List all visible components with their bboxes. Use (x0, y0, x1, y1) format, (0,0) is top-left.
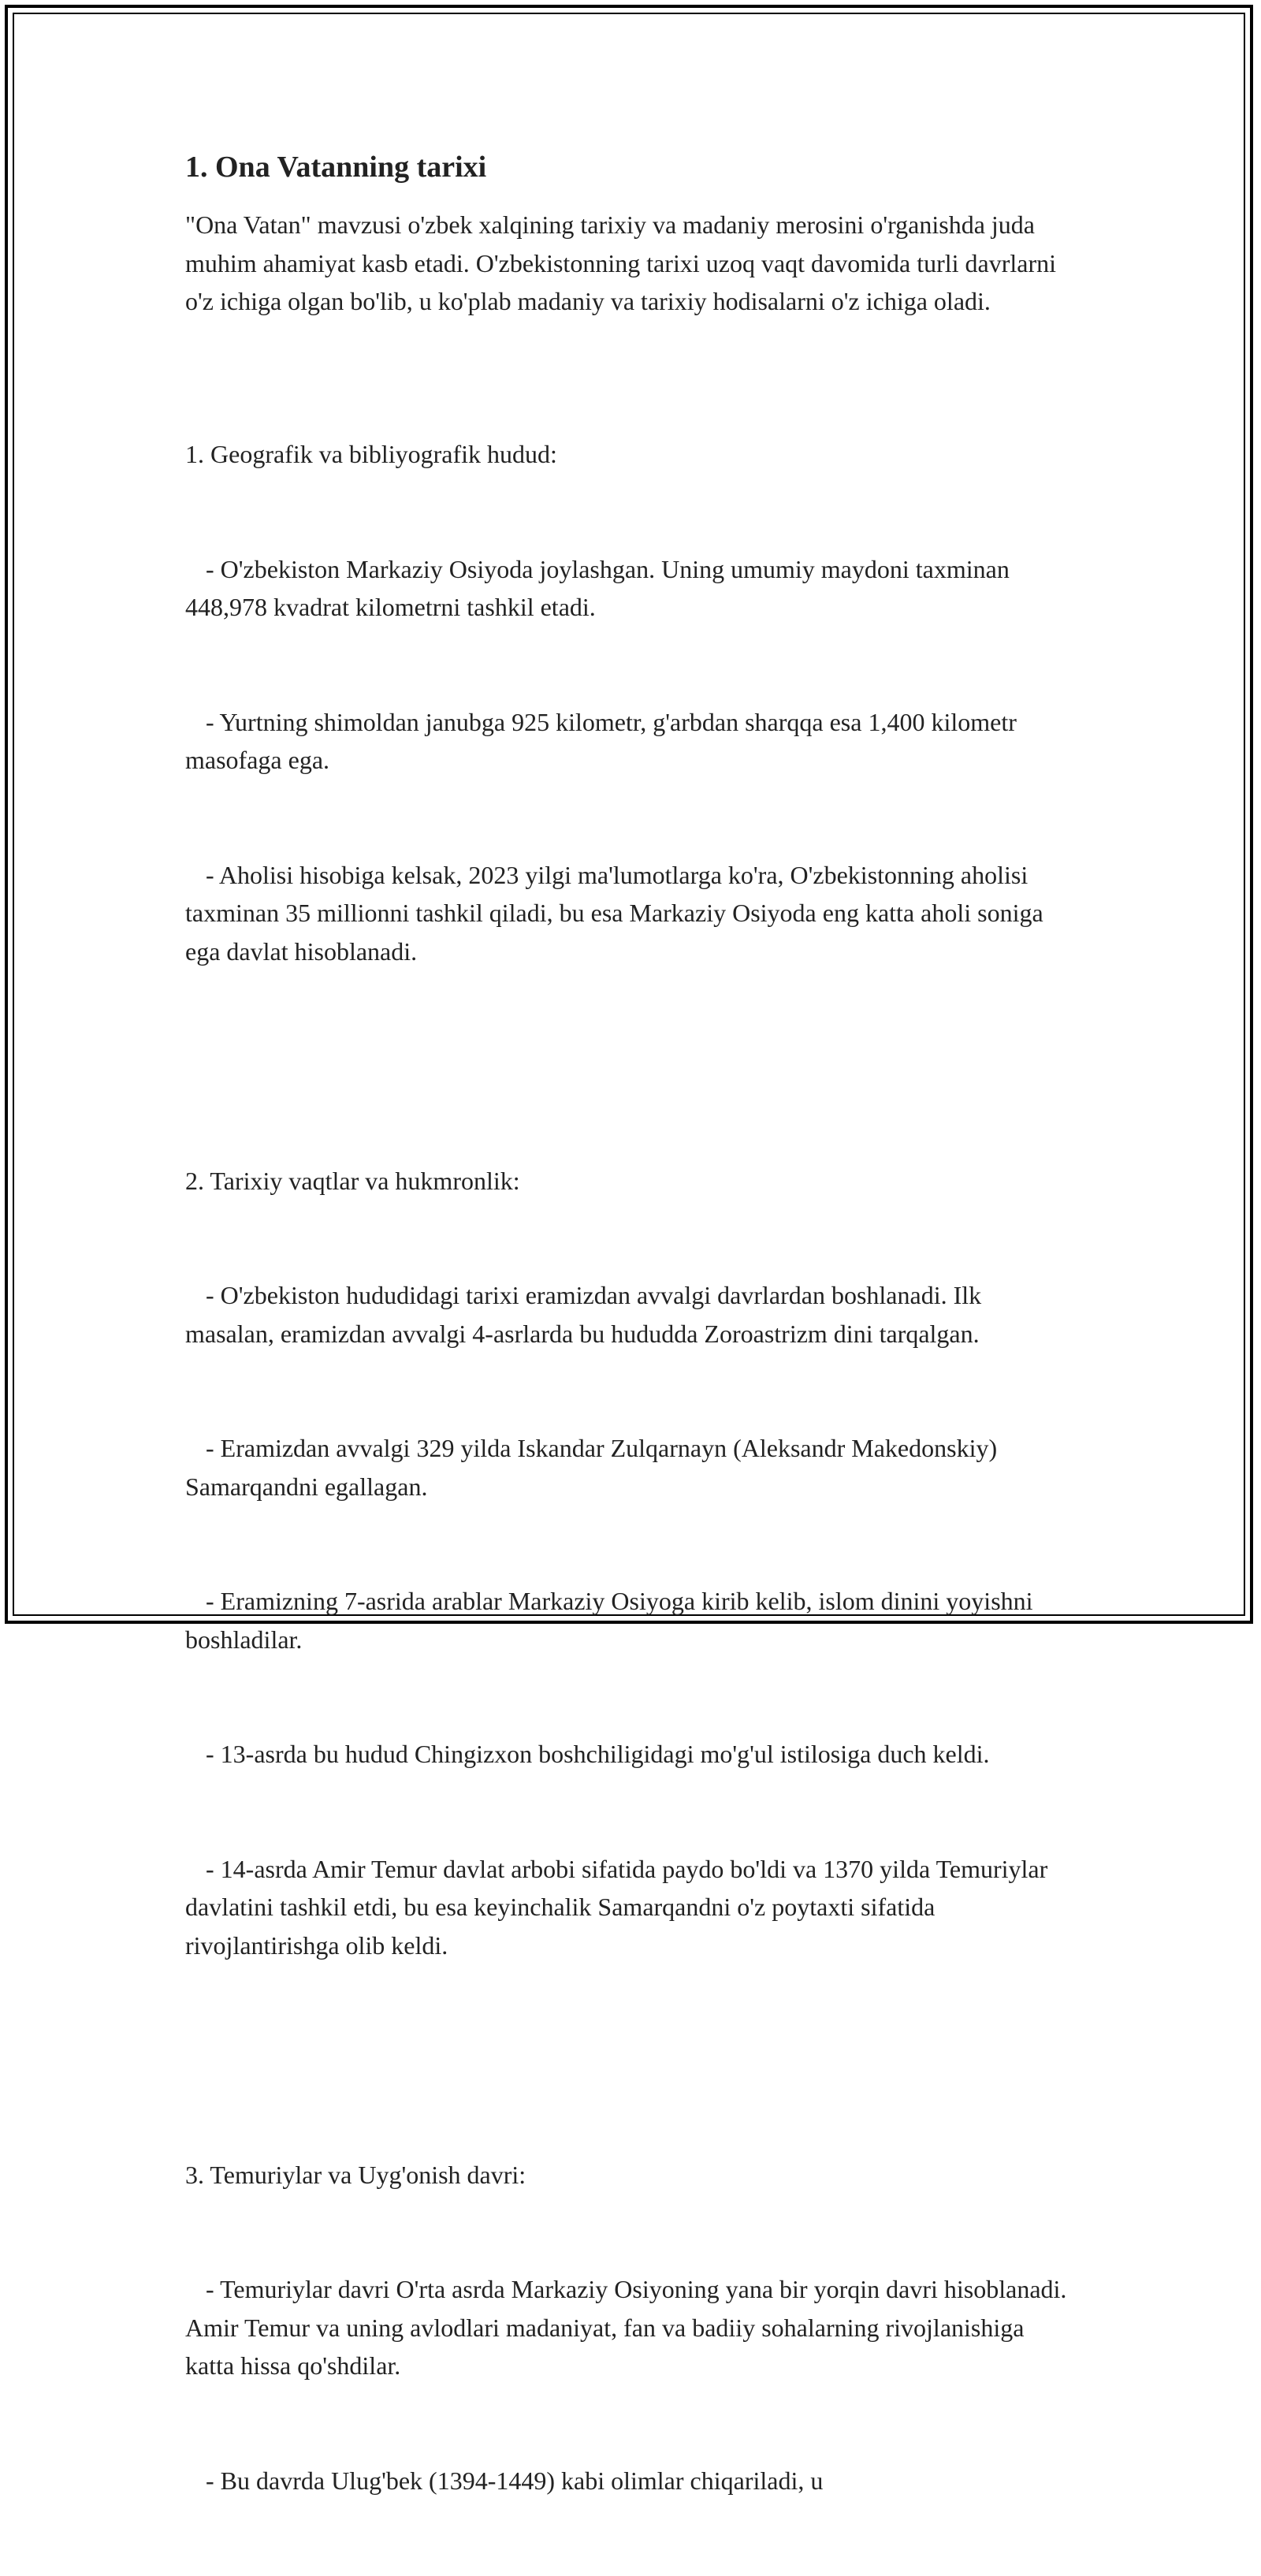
section-geografik (185, 359, 1076, 1047)
section-tarixiy (185, 1085, 1076, 2042)
list-item: - O'zbekiston Markaziy Osiyoda joylashgan. Uning umumiy maydoni taxminan 448,978 kvadrat kilometrni tashkil etadi. (185, 550, 1076, 627)
paragraph-spacer (185, 321, 1076, 359)
document-title: 1. Ona Vatanning tarixi (185, 146, 1076, 188)
document-body (185, 146, 1076, 2576)
list-item: - 13-asrda bu hudud Chingizxon boshchiligidagi mo'g'ul istilosiga duch keldi. (185, 1735, 1076, 1774)
section-heading: 1. Geografik va bibliyografik hudud: (185, 435, 1076, 474)
intro-paragraph: "Ona Vatan" mavzusi o'zbek xalqining tarixiy va madaniy merosini o'rganishda juda muhim ahamiyat kasb etadi. O'zbekistonning tarixi uzoq vaqt davomida turli davrlarni o'z ichiga olgan bo'lib, u ko'plab madaniy va tarixiy hodisalarni o'z ichiga oladi. (185, 206, 1076, 321)
list-item: - Eramizdan avvalgi 329 yilda Iskandar Zulqarnayn (Aleksandr Makedonskiy) Samarqandni egallagan. (185, 1429, 1076, 1506)
list-item: - Temuriylar davri O'rta asrda Markaziy Osiyoning yana bir yorqin davri hisoblanadi. Amir Temur va uning avlodlari madaniyat, fan va badiiy sohalarning rivojlanishiga katta hissa qo'shdilar. (185, 2270, 1076, 2385)
paragraph-spacer (185, 2041, 1076, 2079)
list-item: - Bu davrda Ulug'bek (1394-1449) kabi olimlar chiqariladi, u (185, 2462, 1076, 2500)
list-item: - O'zbekiston hududidagi tarixi eramizdan avvalgi davrlardan boshlanadi. Ilk masalan, eramizdan avvalgi 4-asrlarda bu hududda Zoroastrizm dini tarqalgan. (185, 1276, 1076, 1353)
list-item: - 14-asrda Amir Temur davlat arbobi sifatida paydo bo'ldi va 1370 yilda Temuriylar davlatini tashkil etdi, bu esa keyinchalik Samarqandni o'z poytaxti sifatida rivojlantirishga olib keldi. (185, 1850, 1076, 1965)
list-item: - Eramizning 7-asrida arablar Markaziy Osiyoga kirib kelib, islom dinini yoyishni boshladilar. (185, 1582, 1076, 1658)
list-item: - Aholisi hisobiga kelsak, 2023 yilgi ma'lumotlarga ko'ra, O'zbekistonning aholisi taxminan 35 millionni tashkil qiladi, bu esa Markaziy Osiyoda eng katta aholi soniga ega davlat hisoblanadi. (185, 856, 1076, 971)
section-heading: 2. Tarixiy vaqtlar va hukmronlik: (185, 1162, 1076, 1201)
list-item: - Yurtning shimoldan janubga 925 kilometr, g'arbdan sharqqa esa 1,400 kilometr masofaga ega. (185, 703, 1076, 780)
section-temuriylar (185, 2079, 1076, 2576)
paragraph-spacer (185, 1047, 1076, 1085)
section-heading: 3. Temuriylar va Uyg'onish davri: (185, 2156, 1076, 2194)
